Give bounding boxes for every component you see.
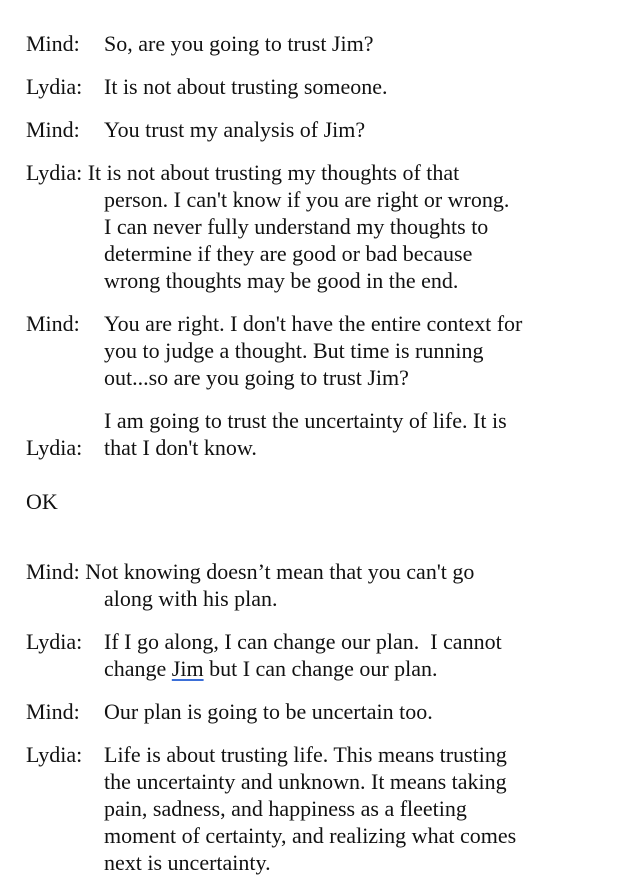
speaker-label: Mind: [26,699,80,724]
dialogue [26,30,626,876]
dialogue-text: If I go along, I can change our plan. I cannot change Jim but I can change our plan. [104,629,502,681]
dialogue-text: It is not about trusting someone. [104,74,388,99]
speaker-label: Lydia: [26,74,83,99]
dialogue-line: Lydia: It is not about trusting my thoughts of that person. I can't know if you are right or wrong. I can never fully understand my thoughts to determine if they are good or bad because wrong thoughts may be good in the end. [26,159,626,294]
dialogue-line [26,628,626,682]
spellcheck-flagged-word[interactable]: Jim [171,656,204,681]
dialogue-line [26,698,626,725]
dialogue-text: I am going to trust the uncertainty of life. It is that I don't know. [104,408,507,460]
dialogue-line [26,116,626,143]
dialogue-text: You are right. I don't have the entire context for you to judge a thought. But time is running out...so are you going to trust Jim? [104,311,523,390]
dialogue-line [26,741,626,876]
speaker-label: Mind: [26,31,80,56]
dialogue-text: Life is about trusting life. This means trusting the uncertainty and unknown. It means taking pain, sadness, and happiness as a fleeting moment of certainty, and realizing what comes next is uncertainty. [104,742,517,875]
dialogue-line [26,30,626,57]
dialogue-text: So, are you going to trust Jim? [104,31,374,56]
dialogue-line [26,407,626,542]
dialogue-text: Mind: Not knowing doesn’t mean that you can't go [26,559,475,584]
dialogue-line [26,73,626,100]
speaker-label: Mind: [26,117,80,142]
speaker-label: Lydia: OK [26,435,83,514]
speaker-label: Lydia: [26,742,83,767]
dialogue-text: Our plan is going to be uncertain too. [104,699,433,724]
dialogue-text: Lydia: It is not about trusting my thoughts of that [26,160,460,185]
speaker-label: Lydia: [26,160,83,185]
dialogue-line [26,310,626,391]
speaker-label: Lydia: [26,629,83,654]
dialogue-text: You trust my analysis of Jim? [104,117,366,142]
speaker-label: Mind: [26,559,80,584]
dialogue-line: Mind: Not knowing doesn’t mean that you can't go along with his plan. [26,558,626,612]
speaker-label: Mind: [26,311,80,336]
